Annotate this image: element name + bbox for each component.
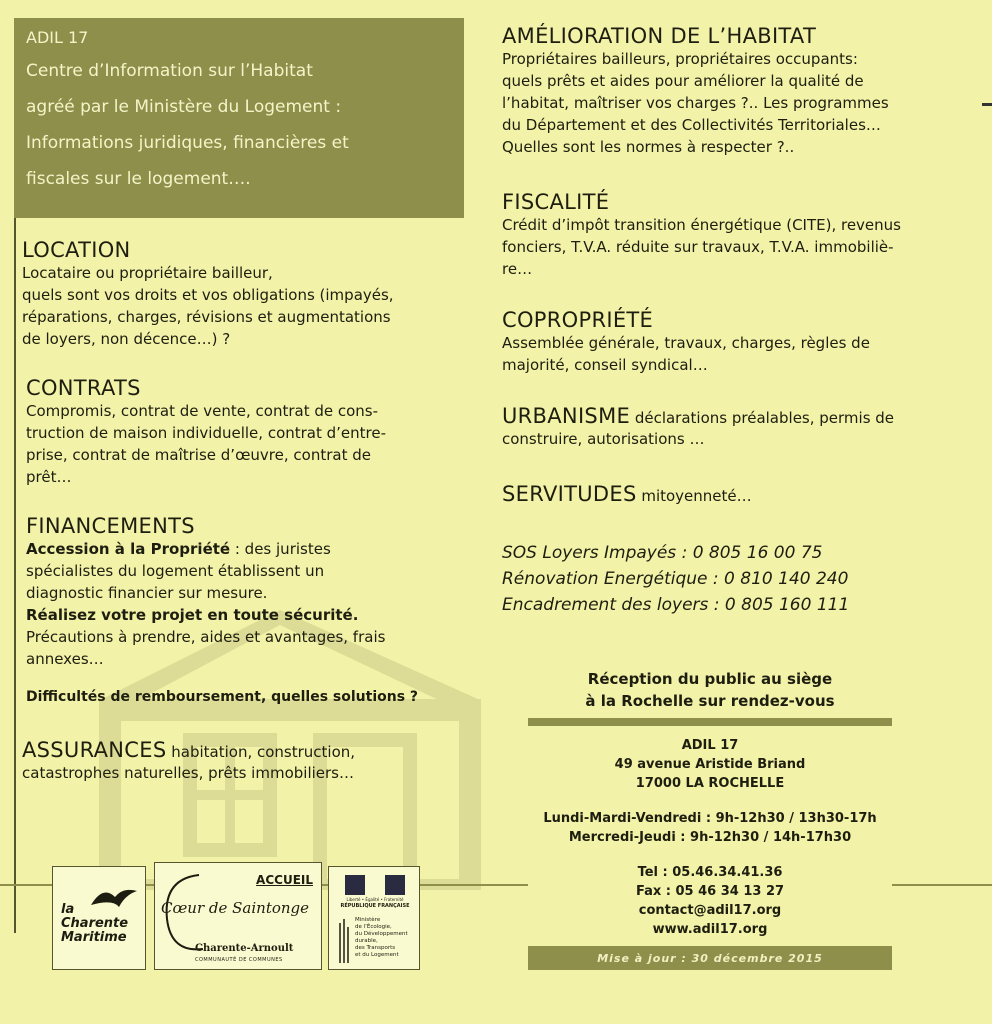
section-title: URBANISME (502, 404, 631, 428)
accession-rest: : des juristes (230, 540, 331, 558)
difficultes-line: Difficultés de remboursement, quelles solutions ? (26, 689, 419, 705)
section-financements (26, 514, 466, 708)
section-line: Quelles sont les normes à respecter ?.. (502, 138, 795, 156)
section-line: prêt… (26, 468, 72, 486)
ministere-line: durable, (355, 938, 378, 944)
section-line: truction de maison individuelle, contrat d’entre- (26, 424, 387, 442)
motto: Liberté • Égalité • Fraternité (346, 897, 404, 902)
section-line: Propriétaires bailleurs, propriétaires occupants: (502, 50, 858, 68)
section-line: catastrophes naturelles, prêts immobiliers… (22, 764, 354, 782)
reed-icon (337, 919, 351, 963)
section-servitudes (502, 482, 962, 506)
section-title: FISCALITÉ (502, 190, 610, 214)
contact-top-bar (528, 718, 892, 726)
section-urbanisme (502, 404, 962, 450)
section-title: FINANCEMENTS (26, 514, 195, 538)
section-location (22, 238, 462, 350)
section-line: l’habitat, maîtriser vos charges ?.. Les programmes (502, 94, 889, 112)
section-title: LOCATION (22, 238, 131, 262)
coeur-de-saintonge-logo (154, 862, 322, 970)
section-copropriete (502, 308, 962, 376)
ministere-line: de l’Écologie, (355, 924, 392, 930)
reception-notice (528, 668, 892, 712)
ministere-line: des Transports (355, 945, 396, 951)
edge-tick (982, 103, 992, 106)
section-title: AMÉLIORATION DE L’HABITAT (502, 24, 817, 48)
section-line: construire, autorisations … (502, 430, 705, 448)
address-line: ADIL 17 (681, 738, 739, 753)
section-line: Compromis, contrat de vente, contrat de cons- (26, 402, 379, 420)
section-line: fonciers, T.V.A. réduite sur travaux, T.V.A. immobiliè- (502, 238, 894, 256)
banner-line: fiscales sur le logement…. (26, 169, 251, 189)
section-line: de loyers, non décence…) ? (22, 330, 231, 348)
section-line: prise, contrat de maîtrise d’œuvre, contrat de (26, 446, 371, 464)
address-line: 17000 LA ROCHELLE (635, 776, 785, 791)
section-title: SERVITUDES (502, 482, 637, 506)
section-fiscalite (502, 190, 962, 280)
coeur-name: Cœur de Saintonge (161, 899, 310, 917)
section-line: annexes… (26, 650, 104, 668)
section-line: Crédit d’impôt transition énergétique (CITE), revenus (502, 216, 901, 234)
tel-line: Tel : 05.46.34.41.36 (637, 865, 783, 880)
update-bar (528, 946, 892, 970)
banner-line: Centre d’Information sur l’Habitat (26, 61, 313, 81)
section-line: quels sont vos droits et vos obligations (impayés, (22, 286, 394, 304)
accueil-label: ACCUEIL (256, 873, 313, 887)
section-line: Locataire ou propriétaire bailleur, (22, 264, 273, 282)
ministere-line: et du Logement (355, 952, 399, 958)
header-banner (14, 18, 464, 218)
banner-line: Informations juridiques, financières et (26, 133, 349, 153)
section-line: du Département et des Collectivités Territoriales… (502, 116, 881, 134)
section-line: Assemblée générale, travaux, charges, règles de (502, 334, 870, 352)
phone-lines (502, 540, 962, 618)
phone-line: Encadrement des loyers : 0 805 160 111 (502, 595, 850, 615)
ministere-line: du Développement (355, 931, 408, 937)
website-link[interactable]: www.adil17.org (652, 922, 768, 937)
phone-line: Rénovation Energétique : 0 810 140 240 (502, 569, 849, 589)
fax-line: Fax : 05 46 34 13 27 (635, 884, 785, 899)
section-line: majorité, conseil syndical… (502, 356, 708, 374)
section-title: COPROPRIÉTÉ (502, 308, 654, 332)
update-text: Mise à jour : 30 décembre 2015 (597, 951, 823, 965)
logo-text: Maritime (61, 930, 127, 945)
section-amelioration (502, 24, 962, 158)
hours-line: Lundi-Mardi-Vendredi : 9h-12h30 / 13h30-17h (543, 811, 877, 826)
logo-text: la (61, 902, 75, 917)
ministere-line: Ministère (355, 917, 381, 923)
section-inline: habitation, construction, (166, 743, 356, 761)
section-line: re… (502, 260, 533, 278)
ministere-logo (328, 866, 420, 970)
bottom-rule-right (892, 884, 992, 886)
hours-line: Mercredi-Jeudi : 9h-12h30 / 14h-17h30 (568, 830, 852, 845)
address-line: 49 avenue Aristide Briand (614, 757, 806, 772)
section-title: CONTRATS (26, 376, 141, 400)
section-line: Précautions à prendre, aides et avantages, frais (26, 628, 386, 646)
coeur-sub2: COMMUNAUTÉ DE COMMUNES (195, 957, 283, 963)
section-line: Réalisez votre projet en toute sécurité. (26, 606, 359, 624)
marianne-icon (345, 875, 405, 895)
phone-line: SOS Loyers Impayés : 0 805 16 00 75 (502, 543, 823, 563)
accession-bold: Accession à la Propriété (26, 540, 231, 558)
section-line: réparations, charges, révisions et augmentations (22, 308, 391, 326)
reception-line: à la Rochelle sur rendez-vous (585, 692, 835, 710)
contact-block (528, 736, 892, 939)
section-inline: mitoyenneté… (636, 487, 752, 505)
section-title: ASSURANCES (22, 738, 167, 762)
section-line: diagnostic financier sur mesure. (26, 584, 268, 602)
section-line: quels prêts et aides pour améliorer la qualité de (502, 72, 864, 90)
rf-label: RÉPUBLIQUE FRANÇAISE (340, 903, 410, 909)
section-line: spécialistes du logement établissent un (26, 562, 325, 580)
coeur-sub: Charente-Arnoult (195, 943, 294, 954)
banner-line: agréé par le Ministère du Logement : (26, 97, 342, 117)
reception-line: Réception du public au siège (587, 670, 833, 688)
section-assurances (22, 738, 462, 784)
section-inline: déclarations préalables, permis de (630, 409, 895, 427)
section-contrats (26, 376, 466, 488)
email-link[interactable]: contact@adil17.org (638, 903, 782, 918)
logo-text: Charente (61, 916, 129, 931)
charente-maritime-logo (52, 866, 146, 970)
section-line (26, 538, 466, 560)
banner-org: ADIL 17 (26, 28, 89, 47)
